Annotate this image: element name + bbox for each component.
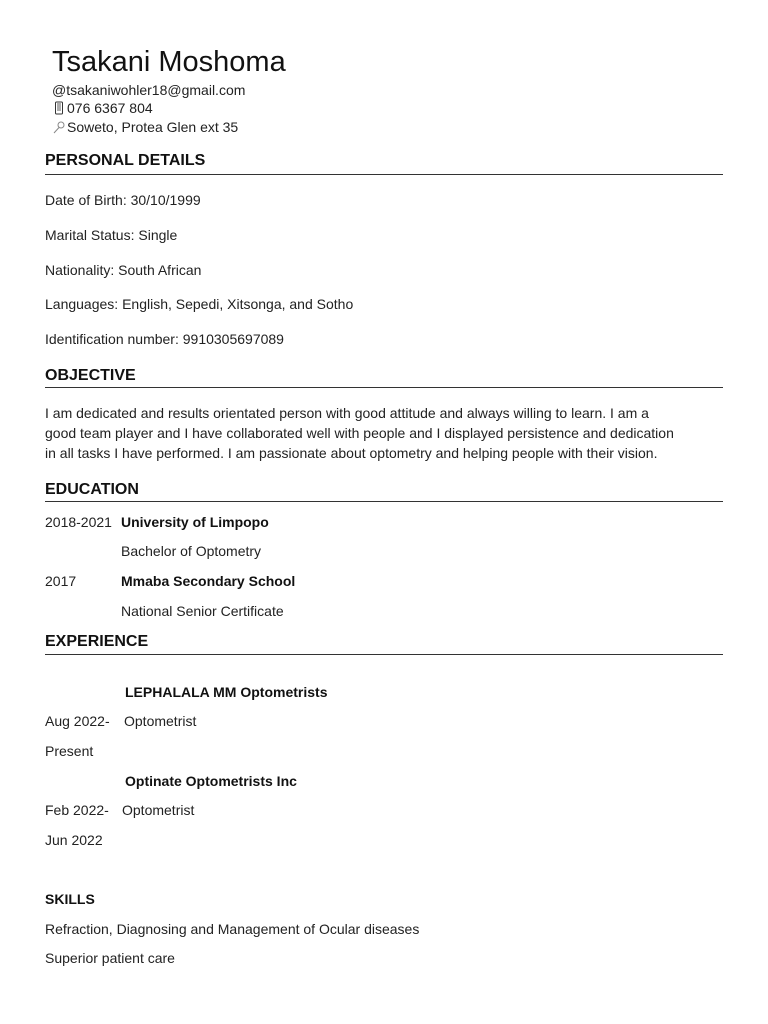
experience-role: Optometrist xyxy=(124,713,197,729)
email-line xyxy=(52,82,245,98)
skills-heading: SKILLS xyxy=(45,891,95,907)
experience-date-start: Feb 2022- xyxy=(45,802,109,818)
experience-company: LEPHALALA MM Optometrists xyxy=(125,684,328,700)
phone-line xyxy=(52,100,153,116)
objective-heading: OBJECTIVE xyxy=(45,367,136,384)
education-qualification: Bachelor of Optometry xyxy=(121,543,262,559)
experience-role: Optometrist xyxy=(122,802,195,818)
education-qualification: National Senior Certificate xyxy=(121,603,284,619)
experience-date-end: Present xyxy=(45,743,94,759)
section-divider xyxy=(45,174,723,175)
section-divider xyxy=(45,501,723,502)
experience-date-end: Jun 2022 xyxy=(45,832,103,848)
email-text: @tsakaniwohler18@gmail.com xyxy=(52,82,246,98)
candidate-name: Tsakani Moshoma xyxy=(52,46,286,78)
mobile-phone-icon xyxy=(52,101,66,115)
education-heading: EDUCATION xyxy=(45,481,139,498)
experience-company: Optinate Optometrists Inc xyxy=(125,773,297,789)
education-years: 2017 xyxy=(45,573,77,589)
section-divider xyxy=(45,654,723,655)
address-line xyxy=(52,119,238,135)
nationality: Nationality: South African xyxy=(45,262,202,278)
objective-line: good team player and I have collaborated well with people and I displayed persistence and dedication xyxy=(45,425,674,441)
languages: Languages: English, Sepedi, Xitsonga, and Sotho xyxy=(45,296,354,312)
objective-line: in all tasks I have performed. I am passionate about optometry and helping people with their vision. xyxy=(45,445,658,461)
date-of-birth: Date of Birth: 30/10/1999 xyxy=(45,192,201,208)
personal-details-heading: PERSONAL DETAILS xyxy=(45,152,206,169)
address-text: Soweto, Protea Glen ext 35 xyxy=(67,119,239,135)
skill-item: Superior patient care xyxy=(45,950,175,966)
experience-date-start: Aug 2022- xyxy=(45,713,110,729)
objective-line: I am dedicated and results orientated person with good attitude and always willing to learn. I am a xyxy=(45,405,649,421)
section-divider xyxy=(45,387,723,388)
objective-paragraph xyxy=(45,403,735,463)
experience-heading: EXPERIENCE xyxy=(45,633,149,650)
marital-status: Marital Status: Single xyxy=(45,227,178,243)
identification-number: Identification number: 9910305697089 xyxy=(45,331,284,347)
location-pin-icon xyxy=(52,120,66,134)
education-years: 2018-2021 xyxy=(45,514,112,530)
education-institution: University of Limpopo xyxy=(121,514,269,530)
skill-item: Refraction, Diagnosing and Management of Ocular diseases xyxy=(45,921,420,937)
education-institution: Mmaba Secondary School xyxy=(121,573,296,589)
phone-text: 076 6367 804 xyxy=(67,100,153,116)
